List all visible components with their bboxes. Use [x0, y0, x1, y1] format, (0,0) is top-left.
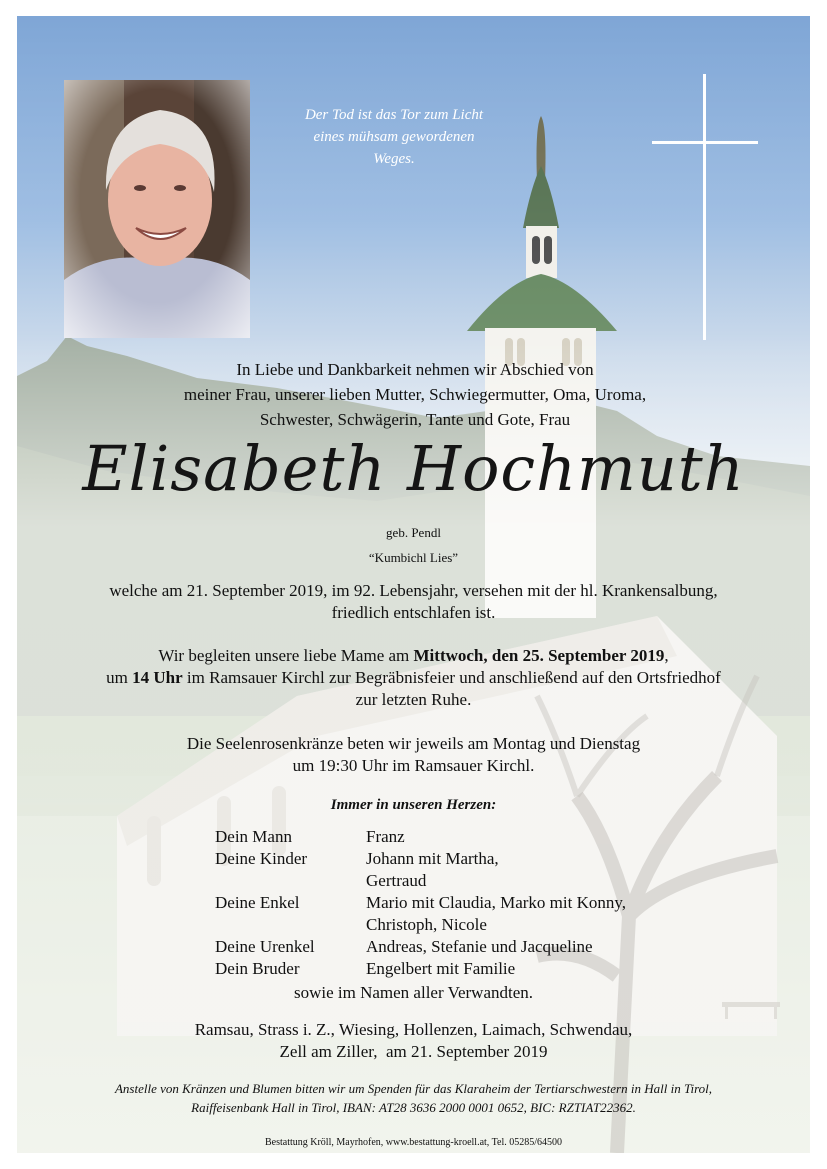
cross-icon — [652, 74, 758, 340]
death-notice-line: welche am 21. September 2019, im 92. Lebensjahr, versehen mit der hl. Krankensalbung, — [109, 581, 718, 600]
places-and-date — [90, 1019, 737, 1063]
mourners-list — [215, 826, 675, 980]
death-notice-line: friedlich entschlafen ist. — [331, 603, 496, 622]
mourner-row — [215, 936, 675, 958]
mourner-relation: Dein Bruder — [215, 959, 300, 978]
places-line: Ramsau, Strass i. Z., Wiesing, Hollenzen, Laimach, Schwendau, — [194, 1020, 633, 1039]
deceased-portrait-photo — [64, 80, 250, 338]
donation-line: Anstelle von Kränzen und Blumen bitten wir um Spenden für das Klaraheim der Tertiarschwestern in Hall in Tirol, — [114, 1081, 713, 1096]
relatives-line: sowie im Namen aller Verwandten. — [293, 983, 534, 1002]
funeral-text-part: um — [106, 668, 133, 687]
death-notice-text — [60, 580, 767, 624]
motto-line: Der Tod ist das Tor zum Licht — [304, 107, 484, 123]
mourner-row — [215, 870, 675, 892]
nickname: “Kumbichl Lies” — [368, 550, 459, 565]
mourner-relation: Deine Enkel — [215, 893, 300, 912]
mourner-names: Gertraud — [366, 871, 427, 890]
mourner-row — [215, 848, 675, 870]
funeral-text — [60, 645, 767, 711]
mourner-row — [215, 914, 675, 936]
mourner-names: Johann mit Martha, — [366, 849, 499, 868]
mourner-names: Christoph, Nicole — [366, 915, 487, 934]
deceased-name: Elisabeth Hochmuth — [82, 432, 745, 505]
mourner-relation — [215, 914, 366, 936]
intro-line: In Liebe und Dankbarkeit nehmen wir Abschied von — [236, 360, 594, 379]
donation-line: Raiffeisenbank Hall in Tirol, IBAN: AT28 3636 2000 0001 0652, BIC: RZTIAT22362. — [191, 1100, 636, 1115]
mourner-row — [215, 826, 675, 848]
funeral-line-3: zur letzten Ruhe. — [355, 690, 472, 709]
rosary-line: um 19:30 Uhr im Ramsauer Kirchl. — [292, 756, 535, 775]
mourner-names: Andreas, Stefanie und Jacqueline — [366, 937, 593, 956]
funeral-text-part: , — [664, 646, 669, 665]
funeral-home-footer: Bestattung Kröll, Mayrhofen, www.bestattung-kroell.at, Tel. 05285/64500 — [264, 1137, 563, 1148]
mourner-relation: Deine Urenkel — [215, 937, 315, 956]
mourner-names: Mario mit Claudia, Marko mit Konny, — [366, 893, 627, 912]
funeral-text-part: Wir begleiten unsere liebe Mame am — [158, 646, 414, 665]
mourner-relation — [215, 870, 366, 892]
motto-line: eines mühsam gewordenen — [313, 129, 475, 145]
funeral-text-part: im Ramsauer Kirchl zur Begräbnisfeier und anschließend auf den Ortsfriedhof — [182, 668, 721, 687]
funeral-line-2 — [60, 667, 767, 689]
rosary-line: Die Seelenrosenkränze beten wir jeweils am Montag und Dienstag — [186, 734, 641, 753]
mourner-relation: Deine Kinder — [215, 849, 308, 868]
mourners-heading: Immer in unseren Herzen: — [330, 797, 497, 813]
donation-request — [40, 1079, 787, 1117]
mourner-relation: Dein Mann — [215, 827, 292, 846]
mourner-row — [215, 892, 675, 914]
rosary-text — [60, 733, 767, 777]
intro-line: meiner Frau, unserer lieben Mutter, Schwiegermutter, Oma, Uroma, — [183, 385, 647, 404]
mourner-row — [215, 958, 675, 980]
funeral-line-1 — [60, 645, 767, 667]
mourner-names: Franz — [366, 827, 405, 846]
birth-name: geb. Pendl — [386, 525, 441, 540]
motto-quote — [268, 104, 520, 170]
funeral-date: Mittwoch, den 25. September 2019 — [413, 646, 665, 665]
intro-line: Schwester, Schwägerin, Tante und Gote, Frau — [259, 410, 571, 429]
places-line: Zell am Ziller, am 21. September 2019 — [279, 1042, 548, 1061]
mourner-names: Engelbert mit Familie — [366, 959, 516, 978]
intro-text — [80, 357, 750, 432]
motto-line: Weges. — [373, 151, 415, 167]
funeral-time: 14 Uhr — [132, 668, 183, 687]
